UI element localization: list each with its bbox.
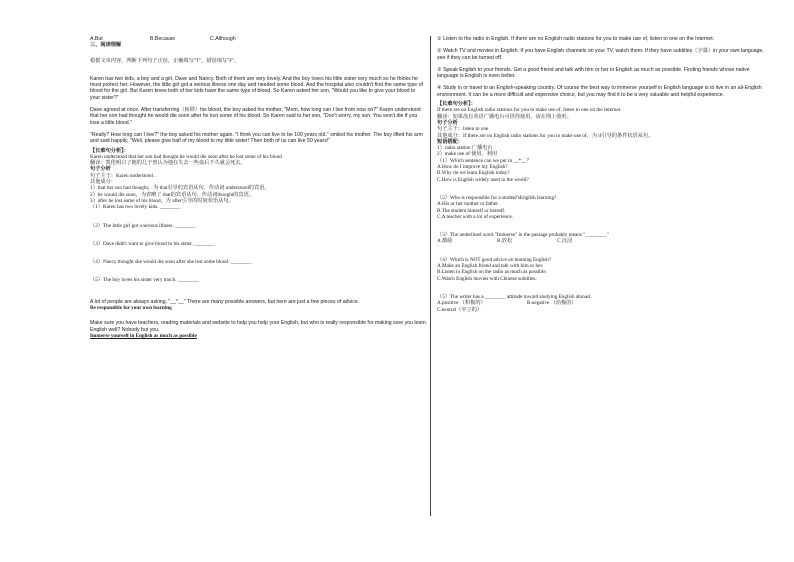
question-3-option: C.沉浸 xyxy=(557,238,573,245)
structure-point: 1）that her son had thought，为 that引导的宾语从句，作动词 understood的宾语。 xyxy=(90,185,270,192)
question-1-option: C.How is English widely used in the world? xyxy=(437,176,529,183)
question-2-option: C.A teacher with a lot of experience. xyxy=(437,213,514,220)
section-heading: 三、阅读理解 xyxy=(90,42,122,49)
question-3-option: A.激励 xyxy=(437,238,453,245)
passage2-heading-2: Immerse yourself in English as much as possible xyxy=(90,332,197,339)
question-5-option: A.positive （积极的） xyxy=(437,300,486,307)
phrase-item: 1）radio station 广播电台 xyxy=(437,145,493,152)
structure-label: 句子分析 xyxy=(437,119,458,126)
phrase-label: 短语搭配： xyxy=(437,138,463,145)
question-4-stem: （4）Which is NOT good advice on learning English? xyxy=(437,256,552,263)
structure-other: 其他成分：If there are no English radio stations for you to make use of，为 if引导的条件状语从句。 xyxy=(437,132,654,139)
question-1: （1）Karen has two lovely kids. ________ xyxy=(90,204,181,211)
question-4: （4）Nancy thought she would die soon after she lost some blood. ________ xyxy=(90,259,252,266)
question-1-stem: （1）Which sentence can we put in __*__？ xyxy=(437,157,532,164)
structure-point: 2）he would die soon，为省略了 that的宾语从句，作动词thought的宾语。 xyxy=(90,191,254,198)
structure-main: 句子主干：Karen understood . xyxy=(90,172,156,179)
structure-label: 句子分析 xyxy=(90,166,111,173)
option-b: B.Because xyxy=(150,36,176,42)
passage-paragraph: Dave agreed at once. After transferring（转移）his blood, the boy asked his mother, "Mom, how long can I live from now on?" Karen understood that her son had thought he would die soon after he lost some of his blood. So Karen said to her son, "Don't worry, my son. You won't die if you lose a little blood." xyxy=(90,107,421,126)
option-a: A.But xyxy=(90,36,103,42)
tip-2: ② Watch TV and movies in English. If you have English channels on your TV, watch them. If they have subtitles（字幕）in your own language, see if they can be turned off. xyxy=(437,48,764,61)
analysis-sentence: Karen understood that her son had thought he would die soon after he lost some of his blood xyxy=(90,153,282,160)
question-3-option: B.放松 xyxy=(497,238,513,245)
analysis-translation: 翻译：凯伦明白了她的儿子曾认为他在失去一些血后不久就会死去。 xyxy=(90,160,246,167)
passage2-paragraph: Make sure you have teachers, reading materials and website to help you help your English, but who is really responsible for making sure you learn English well? Nobody but you. xyxy=(90,320,426,333)
question-5: （5）The boy loves his sister very much. ________ xyxy=(90,277,199,284)
structure-other: 其他成分： xyxy=(90,179,116,186)
passage-paragraph: Karen has two kids, a boy and a girl, Dave and Nancy. Both of them are very lovely. And the boy loves his little sister very much so he thinks he must protect her. However, the little girl got a serious illness one day and needed some blood. And the hospital also couldn't find the same type of blood for the girl. But Karen knew both of her kids have the same type of blood. So Karen asked her son, "Would you like to give your blood to your sister?" xyxy=(90,75,423,101)
column-divider xyxy=(430,36,431,516)
question-2-stem: （2）Who is responsible for a student'sEnglish learning? xyxy=(437,194,557,201)
question-1-option: A.How do I improve my English? xyxy=(437,164,508,171)
structure-point: 3）after he lost some of his blood，为 after引导的时间状语从句。 xyxy=(90,197,234,204)
question-5-option: C.neutral（中立的） xyxy=(437,306,483,313)
question-5-option: B.negative （消极的） xyxy=(527,300,577,307)
tip-4: ④ Study in or travel to an English-speaking country. Of course the best way to immerse yourself in English language is to live in an all-English environment. It can be a more difficult and expensive choice, but you may find it to be a very valuable and helpful experience. xyxy=(437,85,762,98)
question-2: （2）The little girl got a serious illness. ________ xyxy=(90,222,196,229)
option-c: C.Although xyxy=(210,36,236,42)
question-3-stem: （3）The underlined word "Immerse" in the passage probably means "________." xyxy=(437,232,610,239)
question-2-option: B.The student himself or herself. xyxy=(437,207,506,214)
left-column xyxy=(90,36,426,339)
structure-main: 句子主干：listen to one xyxy=(437,126,489,133)
question-1-option: B.Why do we learn English today? xyxy=(437,170,510,177)
question-5-stem: （5）The writer has a ________ attitude toward studying English abroad. xyxy=(437,293,592,300)
right-column xyxy=(437,36,771,313)
question-3: （3）Dave didn't want to give blood to his sister. ________ xyxy=(90,240,215,247)
instruction: 根据文章内容，判断下列句子正误，正确填写"T"，错误填写"F"。 xyxy=(90,57,240,64)
passage-paragraph: "Really? How long can I live?" the boy asked his mother again. "I think you can live to be 100 years old." smiled his mother. The boy lifted his arm and said happily, "Well, please give half of my blood to my little sister! Then both of us can live 50 years!" xyxy=(90,131,423,145)
analysis-translation: 翻译：如果没有英语广播电台可供你使用，请在网上收听。 xyxy=(437,113,572,120)
analysis-sentence: If there are no English radio stations for you to make use of, listen to one on the Internet. xyxy=(437,107,622,114)
question-4-option: A.Make an English friend and talk with him or her. xyxy=(437,263,544,270)
analysis-label: 【长难句分析】： xyxy=(90,147,129,154)
analysis-label: 【长难句分析】： xyxy=(437,101,476,108)
question-4-option: B.Listen to English on the radio as much as possible. xyxy=(437,269,547,276)
question-4-option: C.Watch English movies with Chinese subtitles. xyxy=(437,275,537,282)
phrase-item: 2）make use of 使用，利用 xyxy=(437,151,498,158)
tip-1: ① Listen to the radio in English. If there are no English radio stations for you to make use of, listen to one on the Internet. xyxy=(437,36,715,42)
passage2-heading-1: Be responsible for your own learning xyxy=(90,305,172,312)
question-2-option: A.His or her mother or father. xyxy=(437,201,499,208)
tip-3: ③ Speak English to your friends. Get a good friend and talk with him or her in English as much as possible. Finding friends whose native language is English is even better. xyxy=(437,66,750,80)
passage2-intro: A lot of people are always asking, "__*__" There are many possible answers, but here are just a few pieces of advice. xyxy=(90,298,360,305)
